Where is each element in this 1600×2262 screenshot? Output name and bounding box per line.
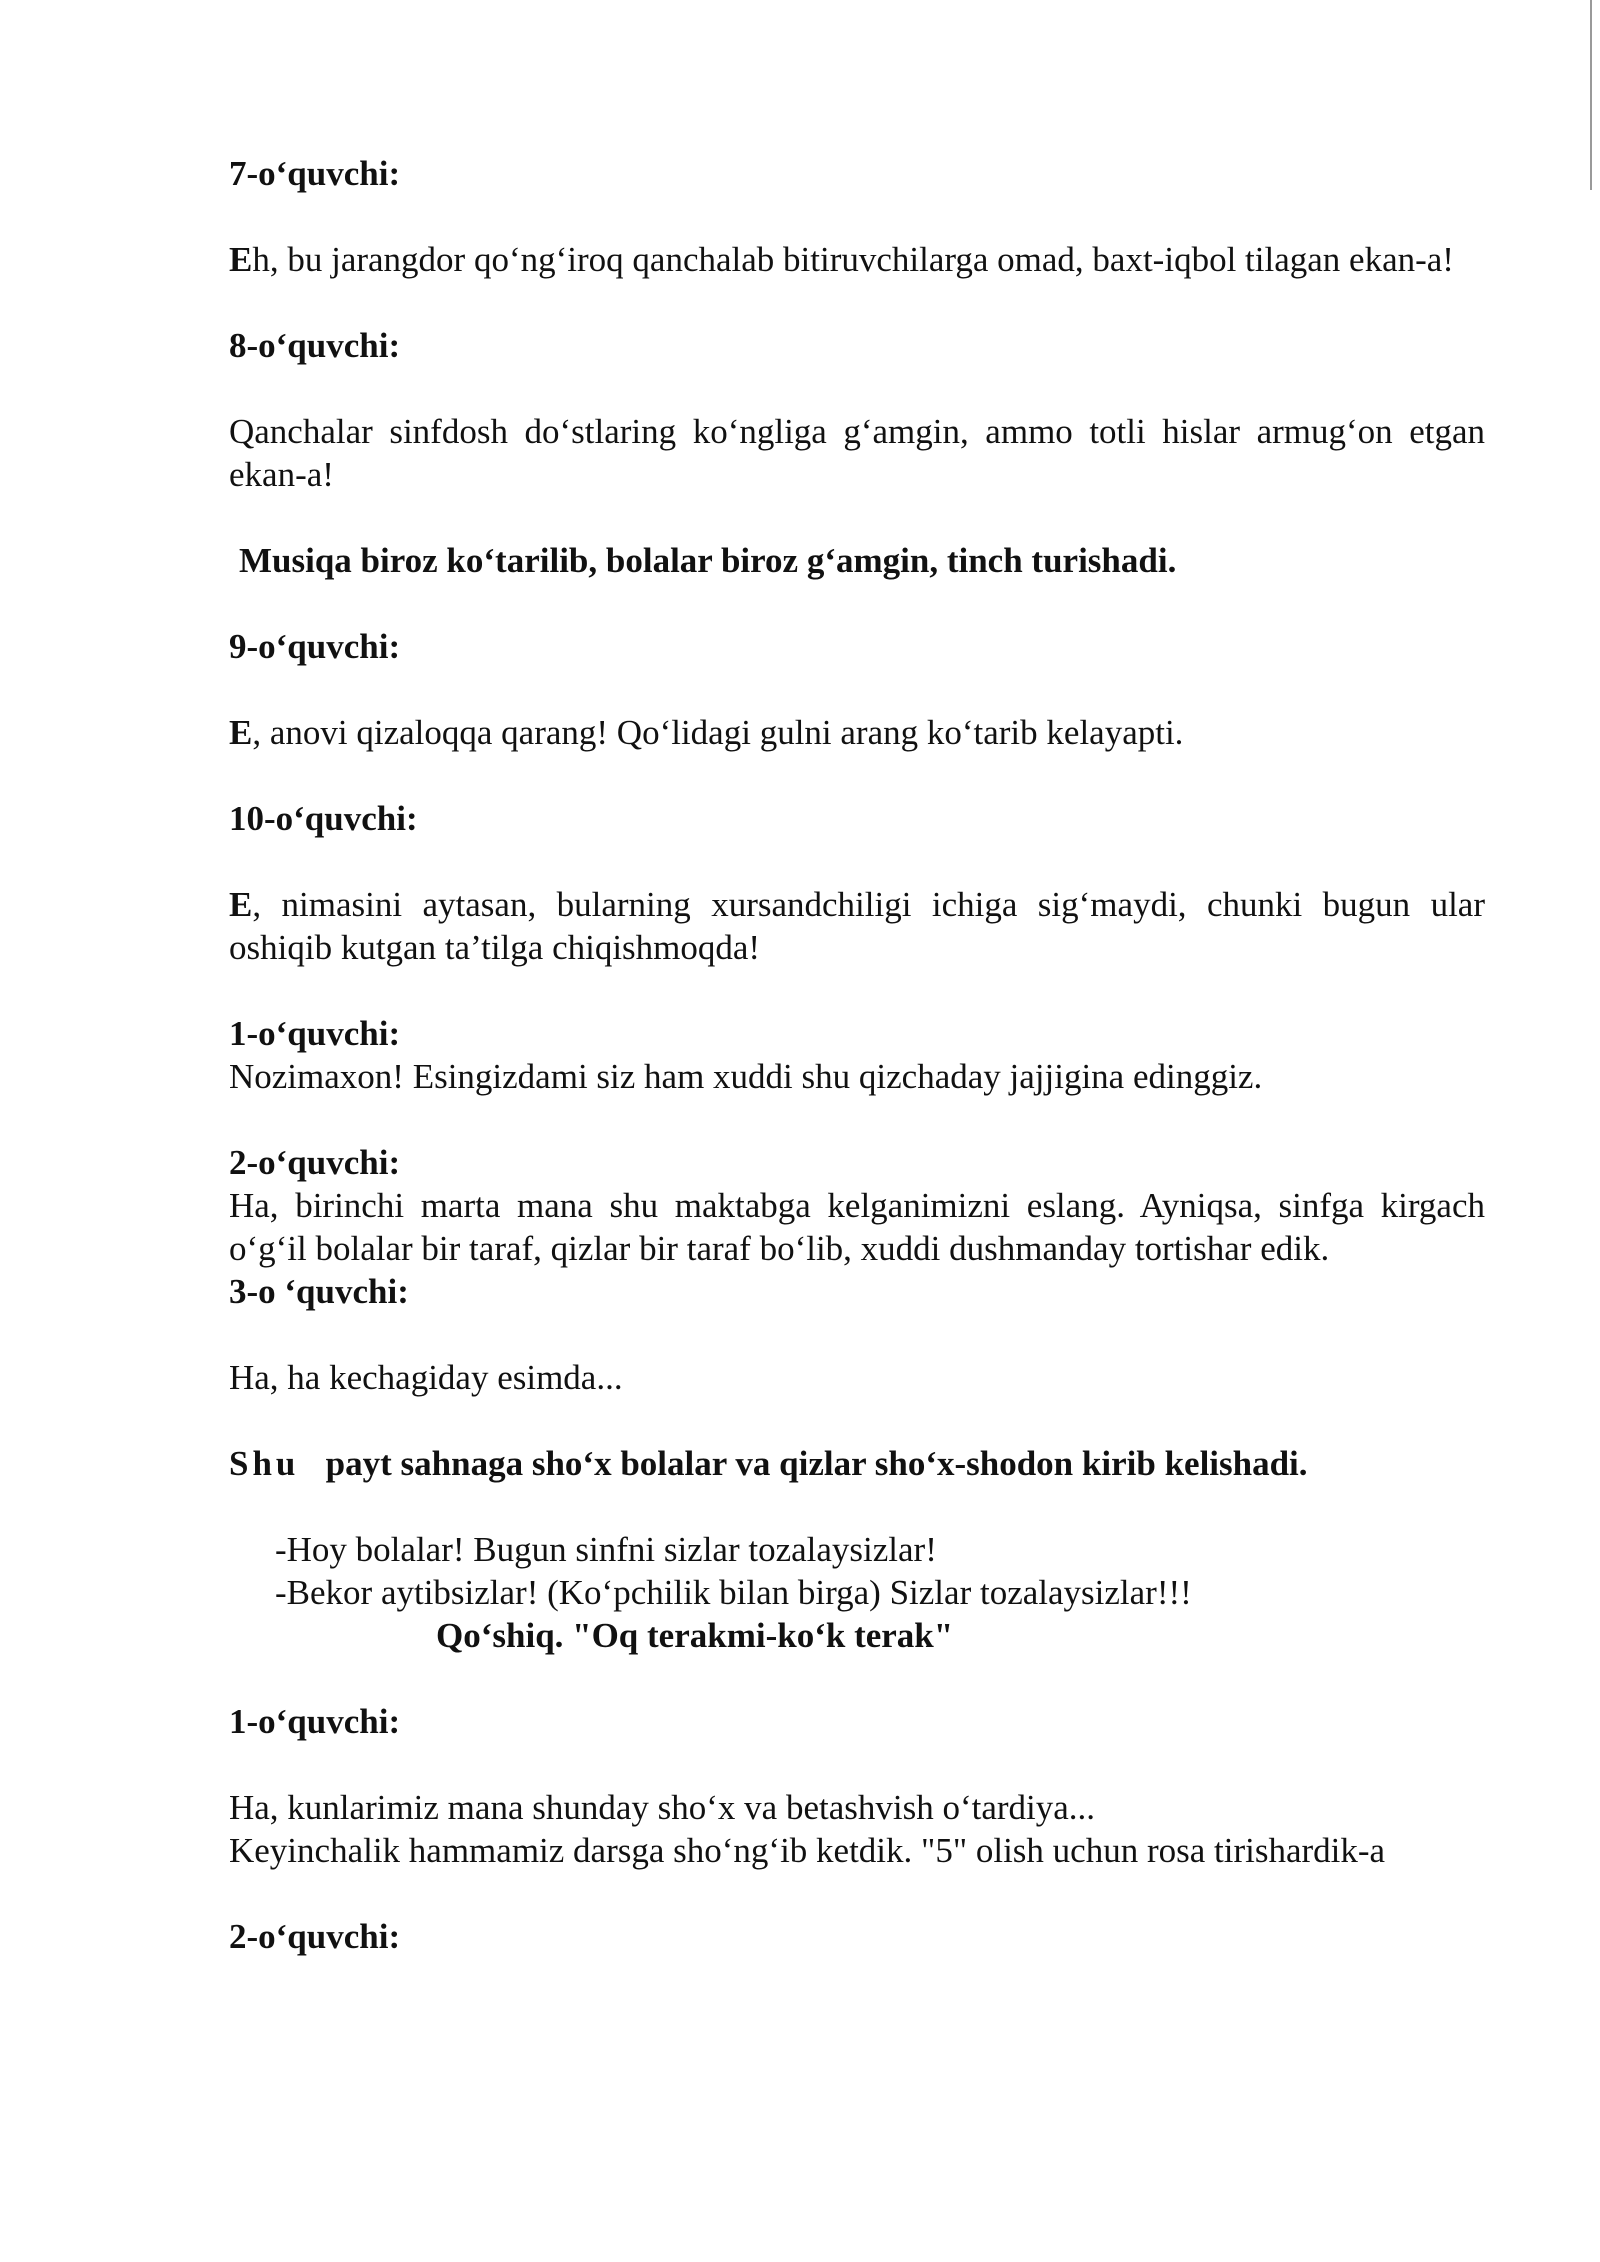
song-title: Qo‘shiq. "Oq terakmi-ko‘k terak" xyxy=(436,1616,954,1655)
speaker-label-3: 3-o ‘quvchi: xyxy=(229,1272,409,1311)
speech-10-initial: E xyxy=(229,885,253,924)
stage-direction-entrance xyxy=(229,1442,1485,1485)
document-body xyxy=(229,152,1485,1958)
speech-7 xyxy=(229,238,1485,281)
speaker-label-10: 10-o‘quvchi: xyxy=(229,799,418,838)
speaker-label-2a: 2-o‘quvchi: xyxy=(229,1143,401,1182)
speech-9-text: , anovi qizaloqqa qarang! Qo‘lidagi gulni arang ko‘tarib kelayapti. xyxy=(252,713,1184,752)
speaker-label-1a: 1-o‘quvchi: xyxy=(229,1014,401,1053)
speaker-label-7: 7-o‘quvchi: xyxy=(229,154,401,193)
speech-7-initial: E xyxy=(229,240,253,279)
speech-1b-line-1: Ha, kunlarimiz mana shunday sho‘x va betashvish o‘tardiya... xyxy=(229,1788,1096,1827)
speech-10-text: , nimasini aytasan, bularning xursandchiligi ichiga sig‘maydi, chunki bugun ular oshiqib kutgan ta’tilga chiqishmoqda! xyxy=(229,885,1485,967)
speech-9 xyxy=(229,711,1485,754)
dialogue-line-1: -Hoy bolalar! Bugun sinfni sizlar tozalaysizlar! xyxy=(275,1530,937,1569)
speaker-label-9: 9-o‘quvchi: xyxy=(229,627,401,666)
speaker-label-8: 8-o‘quvchi: xyxy=(229,326,401,365)
speaker-label-1b: 1-o‘quvchi: xyxy=(229,1702,401,1741)
speech-3: Ha, ha kechagiday esimda... xyxy=(229,1358,623,1397)
speech-1b-line-2: Keyinchalik hammamiz darsga sho‘ng‘ib ketdik. "5" olish uchun rosa tirishardik-a xyxy=(229,1831,1386,1870)
page-edge-line xyxy=(1590,0,1592,190)
speech-7-text: h, bu jarangdor qo‘ng‘iroq qanchalab bitiruvchilarga omad, baxt-iqbol tilagan ekan-a! xyxy=(252,240,1454,279)
speaker-label-2b: 2-o‘quvchi: xyxy=(229,1917,401,1956)
speech-8: Qanchalar sinfdosh do‘stlaring ko‘ngliga g‘amgin, ammo totli hislar armug‘on etgan ekan-a! xyxy=(229,412,1485,494)
speech-9-initial: E xyxy=(229,713,253,752)
speech-1a: Nozimaxon! Esingizdami siz ham xuddi shu qizchaday jajjigina edinggiz. xyxy=(229,1057,1263,1096)
stage-direction-entrance-rest: payt sahnaga sho‘x bolalar va qizlar sho‘x-shodon kirib kelishadi. xyxy=(325,1444,1308,1483)
speech-2a: Ha, birinchi marta mana shu maktabga kelganimizni eslang. Ayniqsa, sinfga kirgach o‘g‘il bolalar bir taraf, qizlar bir taraf bo‘lib, xuddi dushmanday tortishar edik. xyxy=(229,1186,1485,1268)
dialogue-line-2: -Bekor aytibsizlar! (Ko‘pchilik bilan birga) Sizlar tozalaysizlar!!! xyxy=(275,1573,1192,1612)
stage-direction-entrance-first: Shu xyxy=(229,1444,300,1483)
stage-direction-music: Musiqa biroz ko‘tarilib, bolalar biroz g‘amgin, tinch turishadi. xyxy=(239,541,1177,580)
speech-10 xyxy=(229,883,1485,969)
